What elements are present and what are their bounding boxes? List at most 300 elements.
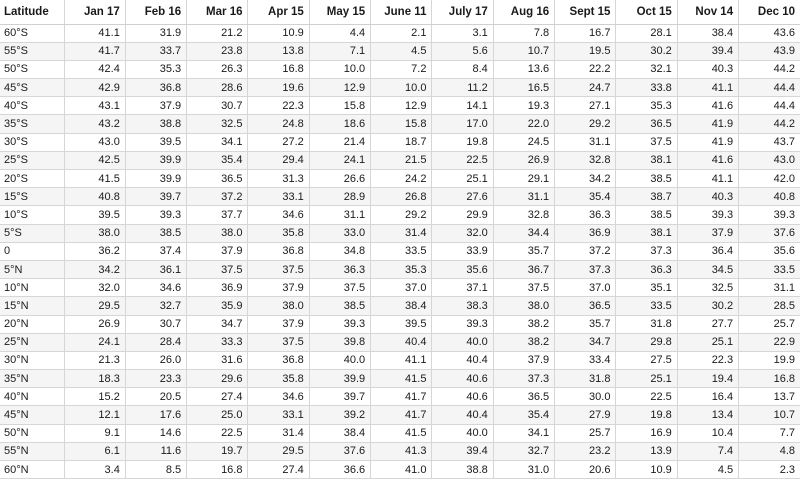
- value-cell: 10.7: [493, 42, 554, 60]
- value-cell: 36.5: [187, 170, 248, 188]
- table-row: [0, 424, 800, 442]
- value-cell: 38.7: [616, 188, 677, 206]
- table-row: [0, 224, 800, 242]
- value-cell: 28.9: [309, 188, 370, 206]
- value-cell: 41.5: [371, 370, 432, 388]
- value-cell: 33.4: [555, 351, 616, 369]
- value-cell: 27.2: [248, 133, 309, 151]
- value-cell: 7.7: [739, 424, 800, 442]
- table-row: [0, 133, 800, 151]
- value-cell: 39.8: [309, 333, 370, 351]
- value-cell: 25.7: [555, 424, 616, 442]
- value-cell: 36.3: [309, 260, 370, 278]
- value-cell: 22.3: [677, 351, 738, 369]
- table-row: [0, 206, 800, 224]
- table-row: [0, 442, 800, 460]
- value-cell: 26.6: [309, 170, 370, 188]
- latitude-cell: 10°S: [0, 206, 64, 224]
- table-row: [0, 315, 800, 333]
- value-cell: 29.1: [493, 170, 554, 188]
- header-row: [0, 0, 800, 24]
- latitude-cell: 40°N: [0, 388, 64, 406]
- value-cell: 14.6: [125, 424, 186, 442]
- value-cell: 6.1: [64, 442, 125, 460]
- value-cell: 11.2: [432, 79, 493, 97]
- column-header-month: Feb 16: [125, 0, 186, 24]
- value-cell: 43.2: [64, 115, 125, 133]
- value-cell: 35.9: [187, 297, 248, 315]
- table-row: [0, 115, 800, 133]
- value-cell: 35.6: [432, 260, 493, 278]
- value-cell: 4.5: [677, 461, 738, 479]
- value-cell: 29.9: [432, 206, 493, 224]
- value-cell: 13.8: [248, 42, 309, 60]
- value-cell: 39.5: [371, 315, 432, 333]
- value-cell: 35.6: [739, 242, 800, 260]
- value-cell: 39.7: [125, 188, 186, 206]
- latitude-cell: 45°N: [0, 406, 64, 424]
- value-cell: 42.9: [64, 79, 125, 97]
- value-cell: 43.1: [64, 97, 125, 115]
- value-cell: 30.2: [616, 42, 677, 60]
- value-cell: 39.3: [309, 315, 370, 333]
- latitude-cell: 50°N: [0, 424, 64, 442]
- value-cell: 37.9: [248, 315, 309, 333]
- value-cell: 31.3: [248, 170, 309, 188]
- value-cell: 37.5: [493, 279, 554, 297]
- value-cell: 29.8: [616, 333, 677, 351]
- column-header-month: Dec 10: [739, 0, 800, 24]
- value-cell: 32.7: [125, 297, 186, 315]
- value-cell: 40.4: [432, 351, 493, 369]
- value-cell: 7.8: [493, 24, 554, 42]
- value-cell: 38.4: [309, 424, 370, 442]
- value-cell: 4.8: [739, 442, 800, 460]
- value-cell: 36.5: [616, 115, 677, 133]
- value-cell: 3.1: [432, 24, 493, 42]
- value-cell: 41.1: [64, 24, 125, 42]
- value-cell: 22.2: [555, 60, 616, 78]
- value-cell: 37.1: [432, 279, 493, 297]
- value-cell: 37.9: [677, 224, 738, 242]
- value-cell: 36.9: [187, 279, 248, 297]
- value-cell: 29.5: [248, 442, 309, 460]
- value-cell: 28.4: [125, 333, 186, 351]
- value-cell: 22.9: [739, 333, 800, 351]
- value-cell: 19.5: [555, 42, 616, 60]
- value-cell: 39.7: [309, 388, 370, 406]
- value-cell: 31.6: [187, 351, 248, 369]
- value-cell: 29.5: [64, 297, 125, 315]
- value-cell: 5.6: [432, 42, 493, 60]
- value-cell: 32.8: [555, 151, 616, 169]
- table-row: [0, 24, 800, 42]
- table-row: [0, 60, 800, 78]
- value-cell: 37.9: [187, 242, 248, 260]
- value-cell: 34.5: [677, 260, 738, 278]
- value-cell: 28.1: [616, 24, 677, 42]
- value-cell: 38.5: [616, 170, 677, 188]
- value-cell: 13.7: [739, 388, 800, 406]
- value-cell: 36.7: [493, 260, 554, 278]
- value-cell: 36.4: [677, 242, 738, 260]
- value-cell: 37.2: [187, 188, 248, 206]
- value-cell: 23.2: [555, 442, 616, 460]
- value-cell: 18.3: [64, 370, 125, 388]
- value-cell: 35.7: [555, 315, 616, 333]
- value-cell: 39.3: [677, 206, 738, 224]
- value-cell: 41.7: [64, 42, 125, 60]
- value-cell: 35.4: [555, 188, 616, 206]
- value-cell: 34.7: [555, 333, 616, 351]
- value-cell: 41.9: [677, 115, 738, 133]
- value-cell: 41.6: [677, 97, 738, 115]
- value-cell: 29.6: [187, 370, 248, 388]
- value-cell: 29.2: [555, 115, 616, 133]
- value-cell: 16.8: [187, 461, 248, 479]
- value-cell: 39.3: [125, 206, 186, 224]
- value-cell: 40.8: [739, 188, 800, 206]
- value-cell: 34.1: [187, 133, 248, 151]
- value-cell: 35.8: [248, 370, 309, 388]
- value-cell: 37.9: [493, 351, 554, 369]
- value-cell: 38.8: [125, 115, 186, 133]
- latitude-cell: 15°N: [0, 297, 64, 315]
- latitude-cell: 55°N: [0, 442, 64, 460]
- value-cell: 34.1: [493, 424, 554, 442]
- value-cell: 38.0: [64, 224, 125, 242]
- value-cell: 20.6: [555, 461, 616, 479]
- column-header-month: Oct 15: [616, 0, 677, 24]
- value-cell: 13.6: [493, 60, 554, 78]
- value-cell: 38.2: [493, 315, 554, 333]
- value-cell: 37.9: [248, 279, 309, 297]
- value-cell: 33.8: [616, 79, 677, 97]
- table-header: [0, 0, 800, 24]
- value-cell: 31.1: [739, 279, 800, 297]
- value-cell: 15.2: [64, 388, 125, 406]
- value-cell: 8.5: [125, 461, 186, 479]
- value-cell: 36.3: [555, 206, 616, 224]
- value-cell: 24.2: [371, 170, 432, 188]
- value-cell: 7.1: [309, 42, 370, 60]
- value-cell: 27.6: [432, 188, 493, 206]
- value-cell: 41.0: [371, 461, 432, 479]
- value-cell: 41.1: [677, 170, 738, 188]
- latitude-cell: 50°S: [0, 60, 64, 78]
- table-row: [0, 151, 800, 169]
- value-cell: 41.9: [677, 133, 738, 151]
- value-cell: 35.7: [493, 242, 554, 260]
- value-cell: 33.1: [248, 406, 309, 424]
- value-cell: 29.2: [371, 206, 432, 224]
- table-row: [0, 461, 800, 479]
- column-header-month: Mar 16: [187, 0, 248, 24]
- value-cell: 22.5: [187, 424, 248, 442]
- value-cell: 42.0: [739, 170, 800, 188]
- value-cell: 39.9: [309, 370, 370, 388]
- value-cell: 30.7: [125, 315, 186, 333]
- value-cell: 34.6: [125, 279, 186, 297]
- table-row: [0, 79, 800, 97]
- value-cell: 37.5: [187, 260, 248, 278]
- table-row: [0, 351, 800, 369]
- value-cell: 16.5: [493, 79, 554, 97]
- value-cell: 13.4: [677, 406, 738, 424]
- value-cell: 22.0: [493, 115, 554, 133]
- value-cell: 39.2: [309, 406, 370, 424]
- value-cell: 38.5: [309, 297, 370, 315]
- value-cell: 39.4: [432, 442, 493, 460]
- table-row: [0, 260, 800, 278]
- value-cell: 16.7: [555, 24, 616, 42]
- value-cell: 39.9: [125, 151, 186, 169]
- value-cell: 25.1: [432, 170, 493, 188]
- value-cell: 27.4: [187, 388, 248, 406]
- latitude-cell: 20°S: [0, 170, 64, 188]
- value-cell: 25.1: [677, 333, 738, 351]
- value-cell: 7.4: [677, 442, 738, 460]
- column-header-month: July 17: [432, 0, 493, 24]
- value-cell: 38.0: [187, 224, 248, 242]
- value-cell: 31.8: [616, 315, 677, 333]
- value-cell: 34.6: [248, 388, 309, 406]
- value-cell: 21.4: [309, 133, 370, 151]
- value-cell: 37.9: [125, 97, 186, 115]
- value-cell: 43.6: [739, 24, 800, 42]
- value-cell: 22.5: [432, 151, 493, 169]
- column-header-month: Jan 17: [64, 0, 125, 24]
- value-cell: 39.3: [739, 206, 800, 224]
- value-cell: 40.3: [677, 188, 738, 206]
- value-cell: 32.5: [677, 279, 738, 297]
- value-cell: 22.3: [248, 97, 309, 115]
- value-cell: 4.4: [309, 24, 370, 42]
- latitude-cell: 35°N: [0, 370, 64, 388]
- value-cell: 40.4: [432, 406, 493, 424]
- table-row: [0, 406, 800, 424]
- value-cell: 37.3: [493, 370, 554, 388]
- latitude-cell: 25°S: [0, 151, 64, 169]
- value-cell: 43.9: [739, 42, 800, 60]
- value-cell: 41.1: [371, 351, 432, 369]
- value-cell: 41.7: [371, 406, 432, 424]
- value-cell: 37.5: [248, 333, 309, 351]
- value-cell: 32.0: [432, 224, 493, 242]
- value-cell: 33.0: [309, 224, 370, 242]
- value-cell: 8.4: [432, 60, 493, 78]
- value-cell: 24.5: [493, 133, 554, 151]
- value-cell: 34.8: [309, 242, 370, 260]
- value-cell: 38.5: [125, 224, 186, 242]
- value-cell: 38.5: [616, 206, 677, 224]
- value-cell: 36.3: [616, 260, 677, 278]
- value-cell: 33.5: [739, 260, 800, 278]
- value-cell: 42.5: [64, 151, 125, 169]
- value-cell: 31.9: [125, 24, 186, 42]
- value-cell: 7.2: [371, 60, 432, 78]
- value-cell: 36.8: [125, 79, 186, 97]
- value-cell: 41.3: [371, 442, 432, 460]
- value-cell: 32.0: [64, 279, 125, 297]
- latitude-cell: 45°S: [0, 79, 64, 97]
- value-cell: 38.4: [371, 297, 432, 315]
- value-cell: 37.6: [739, 224, 800, 242]
- latitude-cell: 15°S: [0, 188, 64, 206]
- value-cell: 38.3: [432, 297, 493, 315]
- table-row: [0, 279, 800, 297]
- value-cell: 35.1: [616, 279, 677, 297]
- value-cell: 2.3: [739, 461, 800, 479]
- column-header-month: Aug 16: [493, 0, 554, 24]
- value-cell: 19.9: [739, 351, 800, 369]
- value-cell: 26.9: [64, 315, 125, 333]
- value-cell: 35.4: [187, 151, 248, 169]
- table-row: [0, 97, 800, 115]
- value-cell: 31.4: [371, 224, 432, 242]
- table-row: [0, 188, 800, 206]
- value-cell: 9.1: [64, 424, 125, 442]
- value-cell: 23.3: [125, 370, 186, 388]
- value-cell: 26.3: [187, 60, 248, 78]
- value-cell: 32.7: [493, 442, 554, 460]
- table-row: [0, 370, 800, 388]
- value-cell: 41.5: [64, 170, 125, 188]
- value-cell: 10.0: [371, 79, 432, 97]
- value-cell: 19.3: [493, 97, 554, 115]
- value-cell: 36.6: [309, 461, 370, 479]
- latitude-cell: 5°N: [0, 260, 64, 278]
- value-cell: 38.4: [677, 24, 738, 42]
- value-cell: 34.4: [493, 224, 554, 242]
- latitude-cell: 30°N: [0, 351, 64, 369]
- value-cell: 40.4: [371, 333, 432, 351]
- value-cell: 43.0: [739, 151, 800, 169]
- value-cell: 30.2: [677, 297, 738, 315]
- value-cell: 44.2: [739, 115, 800, 133]
- value-cell: 31.1: [555, 133, 616, 151]
- value-cell: 38.0: [493, 297, 554, 315]
- value-cell: 29.4: [248, 151, 309, 169]
- value-cell: 41.1: [677, 79, 738, 97]
- value-cell: 38.1: [616, 224, 677, 242]
- value-cell: 28.6: [187, 79, 248, 97]
- value-cell: 10.9: [616, 461, 677, 479]
- value-cell: 40.3: [677, 60, 738, 78]
- value-cell: 19.8: [432, 133, 493, 151]
- value-cell: 27.5: [616, 351, 677, 369]
- latitude-cell: 20°N: [0, 315, 64, 333]
- value-cell: 15.8: [309, 97, 370, 115]
- value-cell: 41.5: [371, 424, 432, 442]
- value-cell: 37.6: [309, 442, 370, 460]
- value-cell: 30.0: [555, 388, 616, 406]
- value-cell: 31.8: [555, 370, 616, 388]
- value-cell: 17.6: [125, 406, 186, 424]
- value-cell: 36.8: [248, 242, 309, 260]
- value-cell: 31.1: [493, 188, 554, 206]
- value-cell: 37.5: [309, 279, 370, 297]
- value-cell: 35.4: [493, 406, 554, 424]
- value-cell: 31.4: [248, 424, 309, 442]
- value-cell: 35.3: [616, 97, 677, 115]
- value-cell: 30.7: [187, 97, 248, 115]
- value-cell: 43.7: [739, 133, 800, 151]
- latitude-cell: 60°S: [0, 24, 64, 42]
- value-cell: 10.7: [739, 406, 800, 424]
- value-cell: 16.8: [248, 60, 309, 78]
- value-cell: 19.8: [616, 406, 677, 424]
- table-row: [0, 42, 800, 60]
- value-cell: 16.8: [739, 370, 800, 388]
- value-cell: 33.5: [616, 297, 677, 315]
- value-cell: 21.2: [187, 24, 248, 42]
- value-cell: 35.3: [125, 60, 186, 78]
- value-cell: 37.4: [125, 242, 186, 260]
- value-cell: 25.1: [616, 370, 677, 388]
- value-cell: 36.2: [64, 242, 125, 260]
- value-cell: 15.8: [371, 115, 432, 133]
- value-cell: 40.6: [432, 388, 493, 406]
- value-cell: 38.2: [493, 333, 554, 351]
- value-cell: 33.9: [432, 242, 493, 260]
- value-cell: 37.0: [555, 279, 616, 297]
- value-cell: 37.2: [555, 242, 616, 260]
- value-cell: 38.8: [432, 461, 493, 479]
- table-body: [0, 24, 800, 479]
- value-cell: 21.3: [64, 351, 125, 369]
- value-cell: 37.7: [187, 206, 248, 224]
- column-header-month: Sept 15: [555, 0, 616, 24]
- value-cell: 17.0: [432, 115, 493, 133]
- table-row: [0, 333, 800, 351]
- value-cell: 16.4: [677, 388, 738, 406]
- value-cell: 33.1: [248, 188, 309, 206]
- value-cell: 43.0: [64, 133, 125, 151]
- value-cell: 36.1: [125, 260, 186, 278]
- value-cell: 27.9: [555, 406, 616, 424]
- value-cell: 33.5: [371, 242, 432, 260]
- value-cell: 16.9: [616, 424, 677, 442]
- value-cell: 27.1: [555, 97, 616, 115]
- value-cell: 36.5: [493, 388, 554, 406]
- value-cell: 18.6: [309, 115, 370, 133]
- value-cell: 36.8: [248, 351, 309, 369]
- value-cell: 40.8: [64, 188, 125, 206]
- value-cell: 24.7: [555, 79, 616, 97]
- value-cell: 10.4: [677, 424, 738, 442]
- table-row: [0, 170, 800, 188]
- column-header-month: Nov 14: [677, 0, 738, 24]
- value-cell: 32.8: [493, 206, 554, 224]
- value-cell: 24.1: [64, 333, 125, 351]
- value-cell: 40.0: [432, 424, 493, 442]
- column-header-month: Apr 15: [248, 0, 309, 24]
- value-cell: 36.5: [555, 297, 616, 315]
- value-cell: 32.5: [187, 115, 248, 133]
- value-cell: 34.2: [64, 260, 125, 278]
- value-cell: 28.5: [739, 297, 800, 315]
- value-cell: 4.5: [371, 42, 432, 60]
- value-cell: 22.5: [616, 388, 677, 406]
- value-cell: 33.7: [125, 42, 186, 60]
- value-cell: 36.9: [555, 224, 616, 242]
- value-cell: 19.6: [248, 79, 309, 97]
- value-cell: 31.1: [309, 206, 370, 224]
- value-cell: 18.7: [371, 133, 432, 151]
- value-cell: 10.0: [309, 60, 370, 78]
- value-cell: 2.1: [371, 24, 432, 42]
